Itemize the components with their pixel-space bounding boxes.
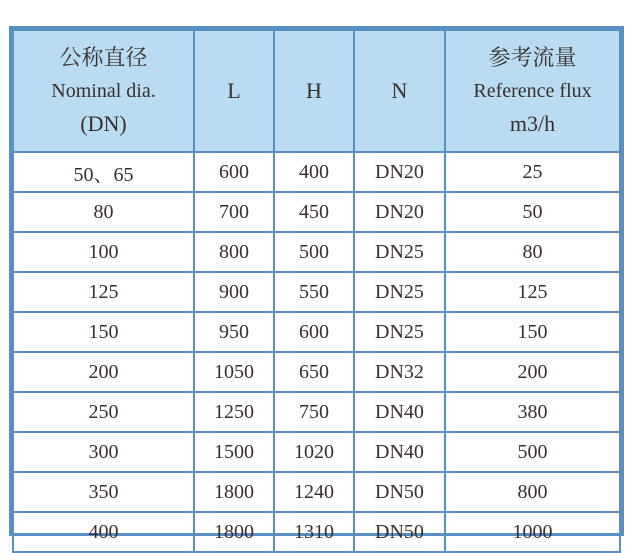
table-row	[13, 432, 620, 472]
table-row	[13, 192, 620, 232]
header-flux-en: Reference flux	[473, 79, 592, 102]
cell-dn: 150	[13, 312, 194, 352]
cell-flux: 800	[445, 472, 620, 512]
cell-l: 800	[194, 232, 274, 272]
cell-n: DN20	[354, 192, 445, 232]
header-row	[13, 30, 620, 152]
cell-flux: 200	[445, 352, 620, 392]
cell-dn: 350	[13, 472, 194, 512]
cell-h: 1240	[274, 472, 354, 512]
cell-h: 500	[274, 232, 354, 272]
cell-n: DN50	[354, 472, 445, 512]
cell-flux: 500	[445, 432, 620, 472]
table-row	[13, 472, 620, 512]
cell-l: 900	[194, 272, 274, 312]
cell-dn: 300	[13, 432, 194, 472]
cell-l: 1250	[194, 392, 274, 432]
cell-h: 1020	[274, 432, 354, 472]
cell-dn: 200	[13, 352, 194, 392]
cell-dn: 400	[13, 512, 194, 552]
header-nominal-dia	[13, 30, 194, 152]
cell-n: DN20	[354, 152, 445, 192]
cell-n: DN40	[354, 432, 445, 472]
cell-flux: 150	[445, 312, 620, 352]
cell-h: 550	[274, 272, 354, 312]
table-row	[13, 352, 620, 392]
cell-l: 1800	[194, 512, 274, 552]
cell-dn: 50、65	[13, 152, 194, 192]
header-l: L	[194, 30, 274, 152]
cell-n: DN25	[354, 272, 445, 312]
header-flux-unit: m3/h	[509, 110, 556, 136]
spec-table-frame	[9, 26, 624, 543]
cell-flux: 50	[445, 192, 620, 232]
cell-n: DN25	[354, 232, 445, 272]
cell-flux: 25	[445, 152, 620, 192]
cell-l: 950	[194, 312, 274, 352]
table-row	[13, 392, 620, 432]
cell-dn: 100	[13, 232, 194, 272]
cell-n: DN50	[354, 512, 445, 552]
cell-l: 1500	[194, 432, 274, 472]
cell-flux: 1000	[445, 512, 620, 552]
cell-n: DN25	[354, 312, 445, 352]
cell-dn: 250	[13, 392, 194, 432]
spec-table	[12, 29, 621, 553]
table-body	[13, 152, 620, 552]
cell-flux: 380	[445, 392, 620, 432]
cell-flux: 80	[445, 232, 620, 272]
cell-h: 600	[274, 312, 354, 352]
cell-n: DN32	[354, 352, 445, 392]
cell-l: 600	[194, 152, 274, 192]
table-row	[13, 512, 620, 552]
header-nominal-cn: 公称直径	[59, 45, 148, 71]
table-row	[13, 272, 620, 312]
table-row	[13, 152, 620, 192]
cell-dn: 125	[13, 272, 194, 312]
table-row	[13, 232, 620, 272]
header-flux-cn: 参考流量	[488, 45, 577, 71]
cell-h: 450	[274, 192, 354, 232]
cell-h: 1310	[274, 512, 354, 552]
header-nominal-en: Nominal dia.	[51, 79, 156, 102]
header-nominal-abbr: (DN)	[80, 110, 127, 136]
cell-l: 1800	[194, 472, 274, 512]
cell-l: 700	[194, 192, 274, 232]
cell-h: 750	[274, 392, 354, 432]
table-row	[13, 312, 620, 352]
table-header	[13, 30, 620, 152]
cell-l: 1050	[194, 352, 274, 392]
cell-flux: 125	[445, 272, 620, 312]
cell-h: 650	[274, 352, 354, 392]
cell-dn: 80	[13, 192, 194, 232]
header-h: H	[274, 30, 354, 152]
header-n: N	[354, 30, 445, 152]
header-reference-flux	[445, 30, 620, 152]
cell-n: DN40	[354, 392, 445, 432]
cell-h: 400	[274, 152, 354, 192]
